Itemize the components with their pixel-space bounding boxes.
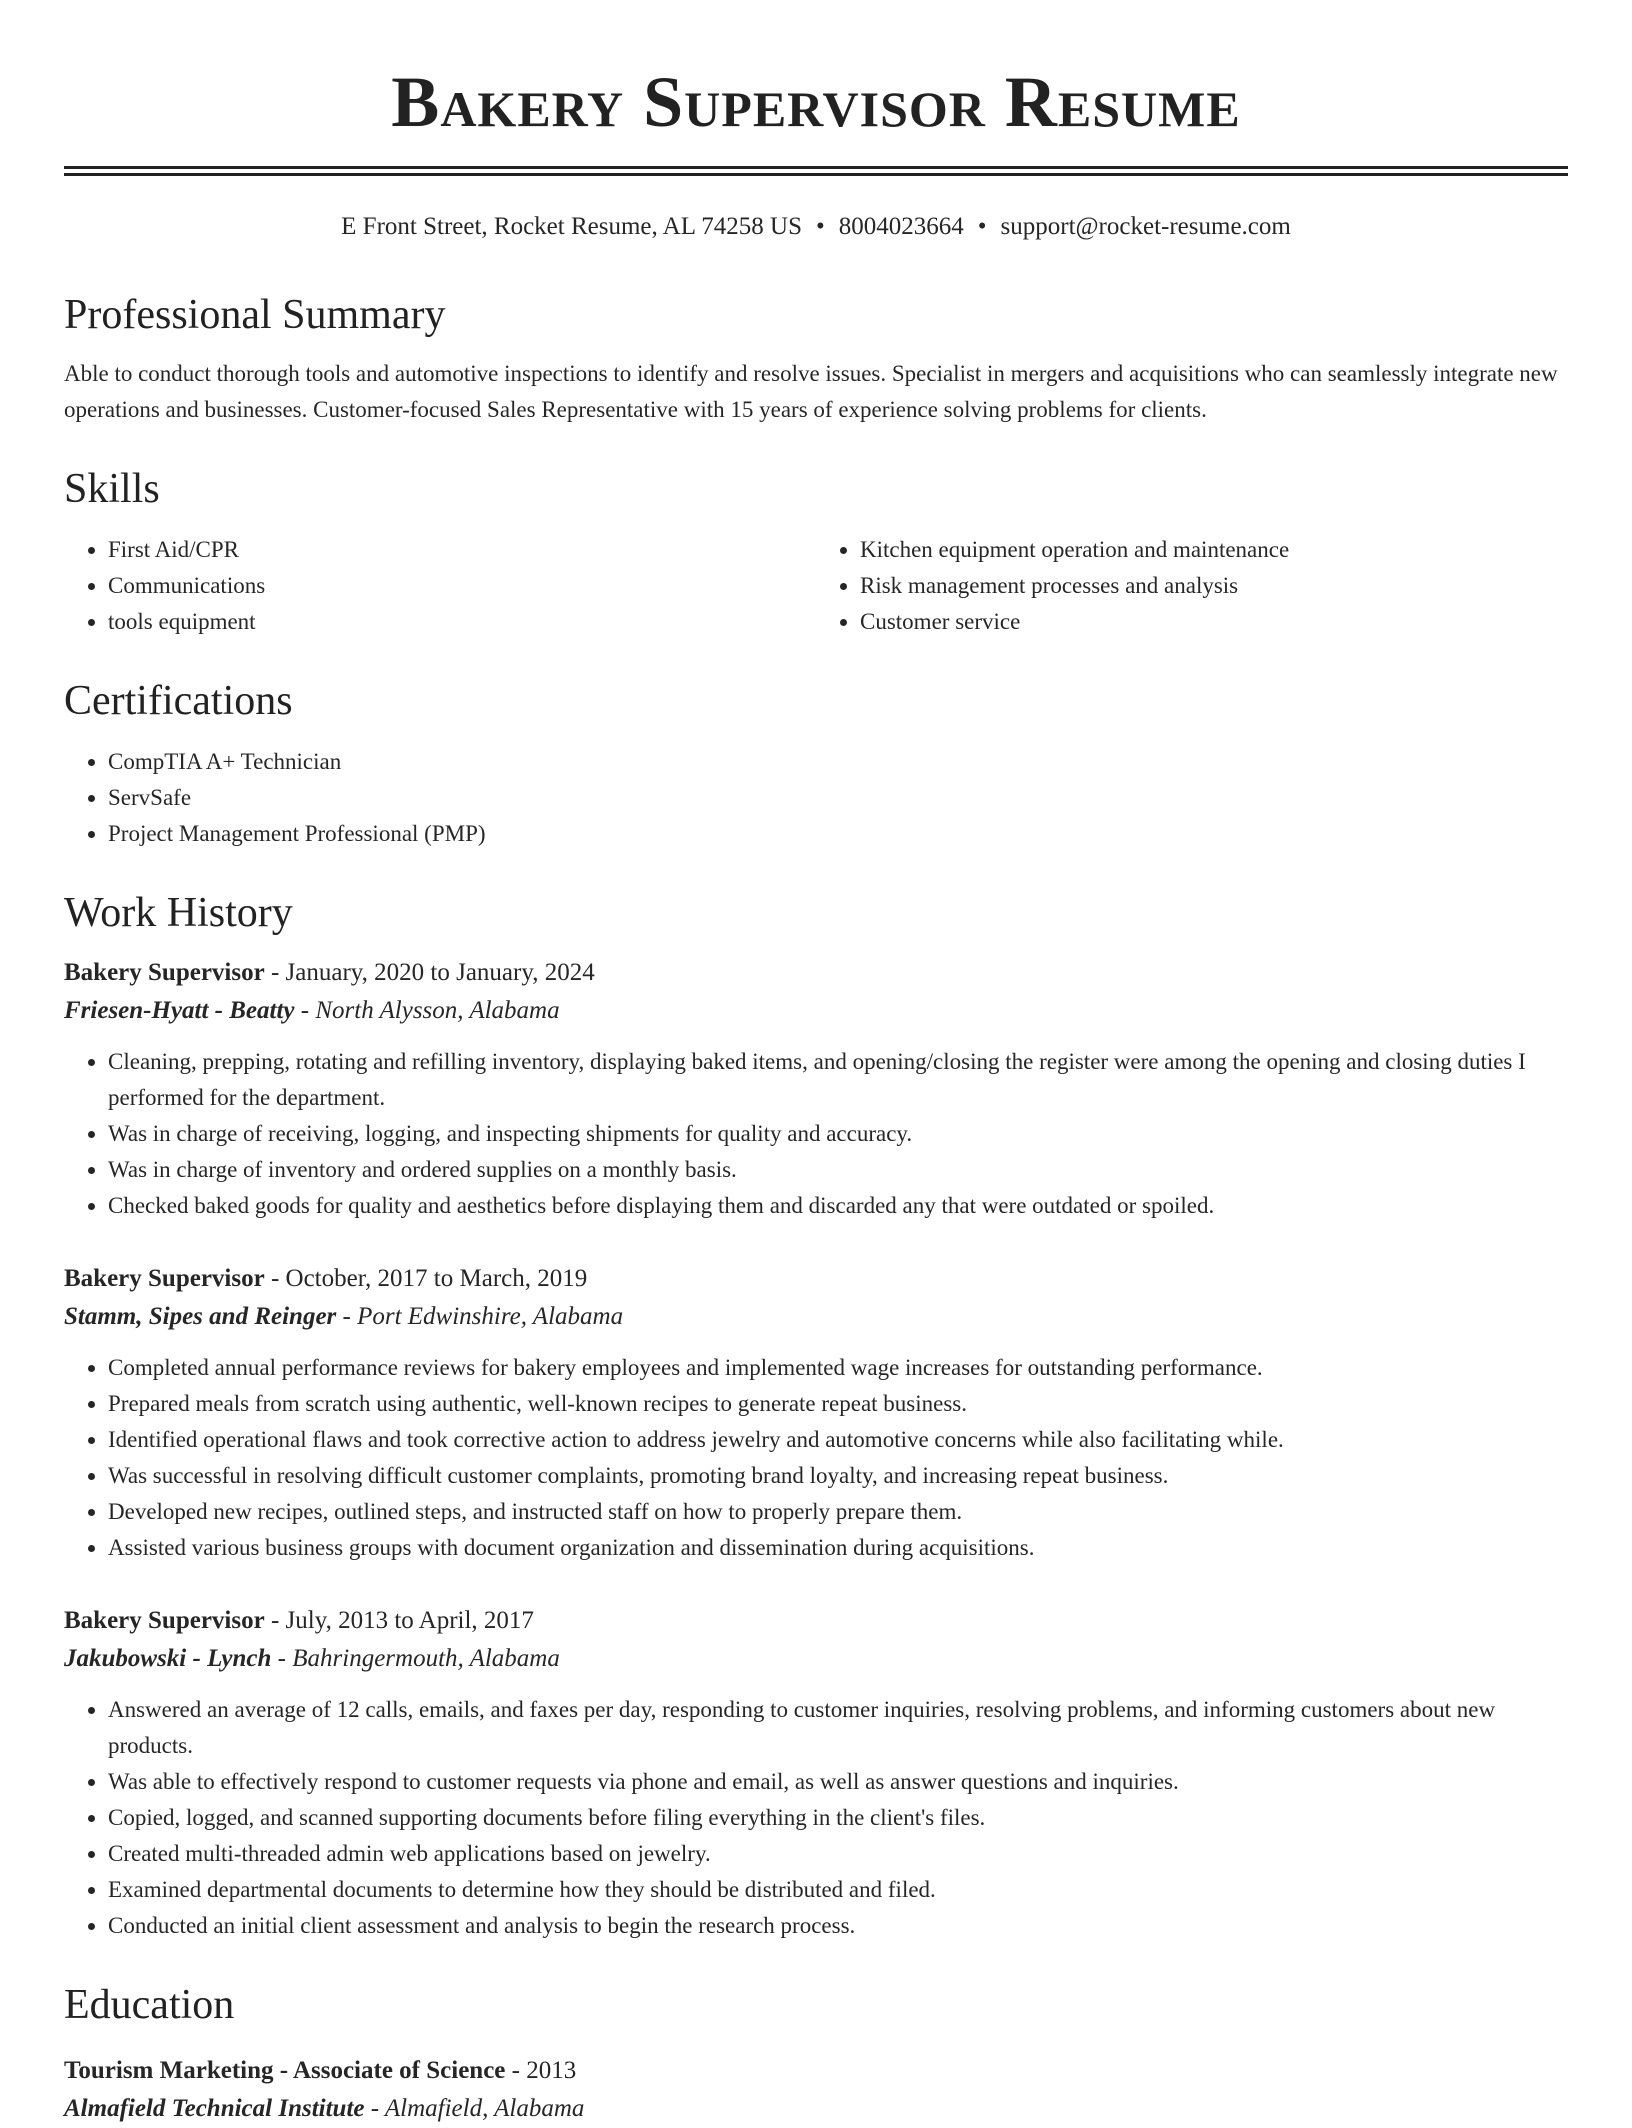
job-location: - North Alysson, Alabama	[294, 997, 560, 1024]
job-employer	[64, 992, 1568, 1030]
contact-address: E Front Street, Rocket Resume, AL 74258 US	[341, 213, 802, 240]
job-header	[64, 954, 1568, 992]
skills-heading: Skills	[64, 466, 160, 512]
skills-right-list	[816, 532, 1568, 640]
job-dates: - October, 2017 to March, 2019	[264, 1265, 588, 1292]
education-degree: Tourism Marketing - Associate of Science	[64, 2057, 506, 2084]
work-history-heading: Work History	[64, 890, 293, 936]
job-duty: • Assisted various business groups with document organization and dissemination during acquisitions.	[108, 1530, 1568, 1566]
skill-item: • Risk management processes and analysis	[860, 568, 1568, 604]
job-dates: - January, 2020 to January, 2024	[264, 959, 595, 986]
skill-item: • First Aid/CPR	[108, 532, 816, 568]
job-employer	[64, 1298, 1568, 1336]
certifications-heading: Certifications	[64, 678, 293, 724]
skill-item: • Communications	[108, 568, 816, 604]
education-heading: Education	[64, 1982, 235, 2028]
job-duty: • Completed annual performance reviews for bakery employees and implemented wage increases for outstanding performance.	[108, 1350, 1568, 1386]
job-company: Friesen-Hyatt - Beatty	[64, 997, 295, 1024]
contact-separator: •	[816, 213, 825, 240]
certifications-list	[64, 744, 1568, 852]
skill-item: • tools equipment	[108, 604, 816, 640]
job-title: Bakery Supervisor	[64, 1265, 265, 1292]
job-duty: • Conducted an initial client assessment and analysis to begin the research process.	[108, 1908, 1568, 1944]
resume-title: Bakery Supervisor Resume	[391, 62, 1241, 142]
job-header	[64, 1602, 1568, 1640]
job-duties-list	[64, 1044, 1568, 1224]
certification-item: • CompTIA A+ Technician	[108, 744, 1568, 780]
job-header	[64, 1260, 1568, 1298]
contact-email: support@rocket-resume.com	[1000, 213, 1291, 240]
job-duty: • Identified operational flaws and took corrective action to address jewelry and automotive concerns while also facilitating while.	[108, 1422, 1568, 1458]
summary-text: Able to conduct thorough tools and automotive inspections to identify and resolve issues. Specialist in mergers and acquisitions who can seamlessly integrate new operations and businesses. Customer-focused Sales Representative with 15 years of experience solving problems for clients.	[64, 361, 1558, 422]
job-duty: • Was in charge of inventory and ordered supplies on a monthly basis.	[108, 1152, 1568, 1188]
job-entry	[64, 1260, 1568, 1566]
job-duties-list	[64, 1692, 1568, 1944]
skills-left-list	[64, 532, 816, 640]
job-company: Jakubowski - Lynch	[64, 1645, 272, 1672]
job-duty: • Copied, logged, and scanned supporting documents before filing everything in the client's files.	[108, 1800, 1568, 1836]
title-divider	[64, 166, 1568, 176]
contact-line	[64, 210, 1568, 244]
certifications-section	[64, 674, 1568, 852]
summary-heading: Professional Summary	[64, 292, 446, 338]
job-duty: • Cleaning, prepping, rotating and refilling inventory, displaying baked items, and opening/closing the register were among the opening and closing duties I performed for the department.	[108, 1044, 1568, 1116]
education-year: - 2013	[505, 2057, 577, 2084]
job-duty: • Was successful in resolving difficult customer complaints, promoting brand loyalty, and increasing repeat business.	[108, 1458, 1568, 1494]
job-company: Stamm, Sipes and Reinger	[64, 1303, 337, 1330]
job-duties-list	[64, 1350, 1568, 1566]
contact-phone: 8004023664	[838, 213, 964, 240]
job-entry	[64, 1602, 1568, 1944]
job-dates: - July, 2013 to April, 2017	[264, 1607, 534, 1634]
education-section	[64, 1978, 1568, 2128]
job-entry	[64, 954, 1568, 1224]
job-duty: • Was in charge of receiving, logging, and inspecting shipments for quality and accuracy.	[108, 1116, 1568, 1152]
job-location: - Bahringermouth, Alabama	[271, 1645, 560, 1672]
contact-separator: •	[977, 213, 987, 240]
job-location: - Port Edwinshire, Alabama	[336, 1303, 624, 1330]
education-header	[64, 2052, 1568, 2090]
resume-page	[64, 0, 1568, 2128]
education-entry	[64, 2052, 1568, 2128]
certification-item: • Project Management Professional (PMP)	[108, 816, 1568, 852]
certification-item: • ServSafe	[108, 780, 1568, 816]
skill-item: • Kitchen equipment operation and maintenance	[860, 532, 1568, 568]
job-title: Bakery Supervisor	[64, 959, 265, 986]
job-duty: • Checked baked goods for quality and aesthetics before displaying them and discarded any that were outdated or spoiled.	[108, 1188, 1568, 1224]
work-history-section	[64, 886, 1568, 1944]
job-duty: • Was able to effectively respond to customer requests via phone and email, as well as answer questions and inquiries.	[108, 1764, 1568, 1800]
job-title: Bakery Supervisor	[64, 1607, 265, 1634]
skill-item: • Customer service	[860, 604, 1568, 640]
skills-section	[64, 462, 1568, 640]
skills-columns	[64, 532, 1568, 640]
education-location: - Almafield, Alabama	[364, 2095, 585, 2122]
job-duty: • Created multi-threaded admin web applications based on jewelry.	[108, 1836, 1568, 1872]
job-duty: • Developed new recipes, outlined steps, and instructed staff on how to properly prepare them.	[108, 1494, 1568, 1530]
job-duty: • Prepared meals from scratch using authentic, well-known recipes to generate repeat business.	[108, 1386, 1568, 1422]
education-school: Almafield Technical Institute	[64, 2095, 365, 2122]
job-employer	[64, 1640, 1568, 1678]
job-duty: • Answered an average of 12 calls, emails, and faxes per day, responding to customer inquiries, resolving problems, and informing customers about new products.	[108, 1692, 1568, 1764]
education-school-line	[64, 2090, 1568, 2128]
summary-section	[64, 288, 1568, 428]
job-duty: • Examined departmental documents to determine how they should be distributed and filed.	[108, 1872, 1568, 1908]
